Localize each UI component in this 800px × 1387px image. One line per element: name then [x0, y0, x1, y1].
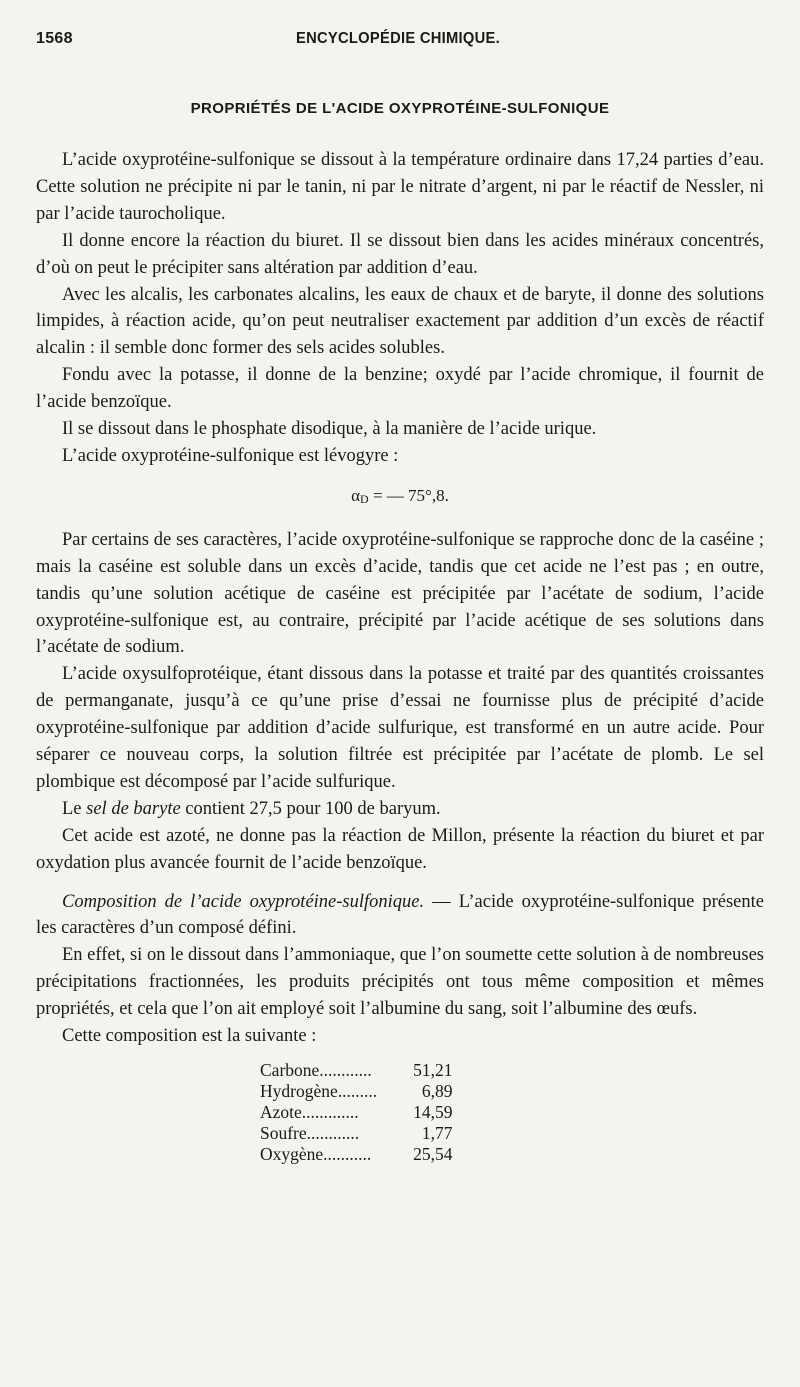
- element-value: 51,21: [413, 1060, 453, 1080]
- element-name: Oxygène...........: [260, 1144, 372, 1164]
- table-row: [260, 1123, 453, 1144]
- element-name: Soufre............: [260, 1123, 360, 1143]
- element-value: 25,54: [413, 1144, 453, 1164]
- rotation-formula: [36, 483, 764, 513]
- formula-value: = — 75°,8.: [368, 485, 449, 505]
- paragraph-ammoniaque: En effet, si on le dissout dans l’ammoniaque, que l’on soumette cette solution à de nombreuses précipitations fractionnées, les produits précipités ont tous même composition et mêmes propriétés, et cela que l’on ait employé soit l’albumine du sang, soit l’albumine des œufs.: [36, 945, 764, 1020]
- body-text: [36, 147, 764, 1165]
- paragraph-levogyre: L’acide oxyprotéine-sulfonique est lévogyre :: [62, 445, 399, 466]
- section-gap: [36, 877, 764, 889]
- composition-table: [260, 1060, 453, 1165]
- table-row: [260, 1060, 453, 1081]
- paragraph-composition-intro: Cette composition est la suivante :: [62, 1026, 317, 1047]
- baryte-em: sel de baryte: [86, 798, 181, 819]
- page-header: [36, 30, 760, 56]
- paragraph-phosphate: Il se dissout dans le phosphate disodique, à la manière de l’acide urique.: [62, 419, 597, 440]
- element-value: 1,77: [421, 1123, 453, 1143]
- paragraph-permanganate: L’acide oxysulfoprotéique, étant dissous dans la potasse et traité par des quantités croissantes de permanganate, jusqu’à ce qu’une prise d’essai ne fournisse plus de précipité d’acide oxyprotéine-sulfonique par addition d’acide sulfurique, est transformé en un autre acide. Pour séparer ce nouveau corps, la solution filtrée est précipitée par l’acétate de plomb. Le sel plombique est décomposé par l’acide sulfurique.: [36, 664, 764, 792]
- element-name: Carbone............: [260, 1060, 372, 1080]
- paragraph-potash: Fondu avec la potasse, il donne de la benzine; oxydé par l’acide chromique, il fournit de l’acide benzoïque.: [36, 365, 764, 413]
- baryte-post: contient 27,5 pour 100 de baryum.: [180, 798, 441, 819]
- paragraph-millon: Cet acide est azoté, ne donne pas la réaction de Millon, présente la réaction du biuret et par oxydation plus avancée fournit de l’acide benzoïque.: [36, 825, 764, 873]
- element-value: 14,59: [413, 1102, 453, 1122]
- composition-heading: Composition de l’acide oxyprotéine-sulfonique.: [62, 891, 425, 912]
- table-row: [260, 1102, 453, 1123]
- page-number: 1568: [36, 30, 73, 47]
- element-name: Azote.............: [260, 1102, 359, 1122]
- formula-subscript: D: [360, 491, 369, 506]
- table-row: [260, 1081, 453, 1102]
- baryte-pre: Le: [62, 798, 87, 819]
- element-name: Hydrogène.........: [260, 1081, 378, 1101]
- paragraph-biuret: Il donne encore la réaction du biuret. Il se dissout bien dans les acides minéraux concentrés, d’où on peut le précipiter sans altération par addition d’eau.: [36, 230, 764, 278]
- element-value: 6,89: [421, 1081, 453, 1101]
- running-title: ENCYCLOPÉDIE CHIMIQUE.: [295, 30, 500, 47]
- table-row: [260, 1144, 453, 1165]
- paragraph-composition-heading: [36, 889, 764, 943]
- paragraph-alkalis: Avec les alcalis, les carbonates alcalins, les eaux de chaux et de baryte, il donne des solutions limpides, à réaction acide, qu’on peut neutraliser exactement par addition d’un excès de réactif alcalin : il semble donc former des sels acides solubles.: [36, 284, 764, 359]
- composition-heading-text: — L’acide oxyprotéine-sulfonique présente les caractères d’un composé défini.: [36, 891, 764, 939]
- paragraph-caseine: Par certains de ses caractères, l’acide oxyprotéine-sulfonique se rapproche donc de la caséine ; mais la caséine est soluble dans un excès d’acide, tandis que cet acide ne l’est pas ; en outre, tandis qu’une solution acétique de caséine est précipitée par l’acétate de sodium, l’acide oxyprotéine-sulfonique est, au contraire, précipité par l’acide acétique de ses solutions dans l’acétate de sodium.: [36, 529, 764, 658]
- paragraph-baryte: [36, 796, 764, 823]
- section-title: PROPRIÉTÉS DE L'ACIDE OXYPROTÉINE-SULFONIQUE: [190, 100, 610, 117]
- formula-symbol: α: [351, 485, 361, 505]
- paragraph-solubility: L’acide oxyprotéine-sulfonique se dissout à la température ordinaire dans 17,24 parties d’eau. Cette solution ne précipite ni par le tanin, ni par le nitrate d’argent, ni par le réactif de Nessler, ni par l’acide taurocholique.: [36, 150, 764, 224]
